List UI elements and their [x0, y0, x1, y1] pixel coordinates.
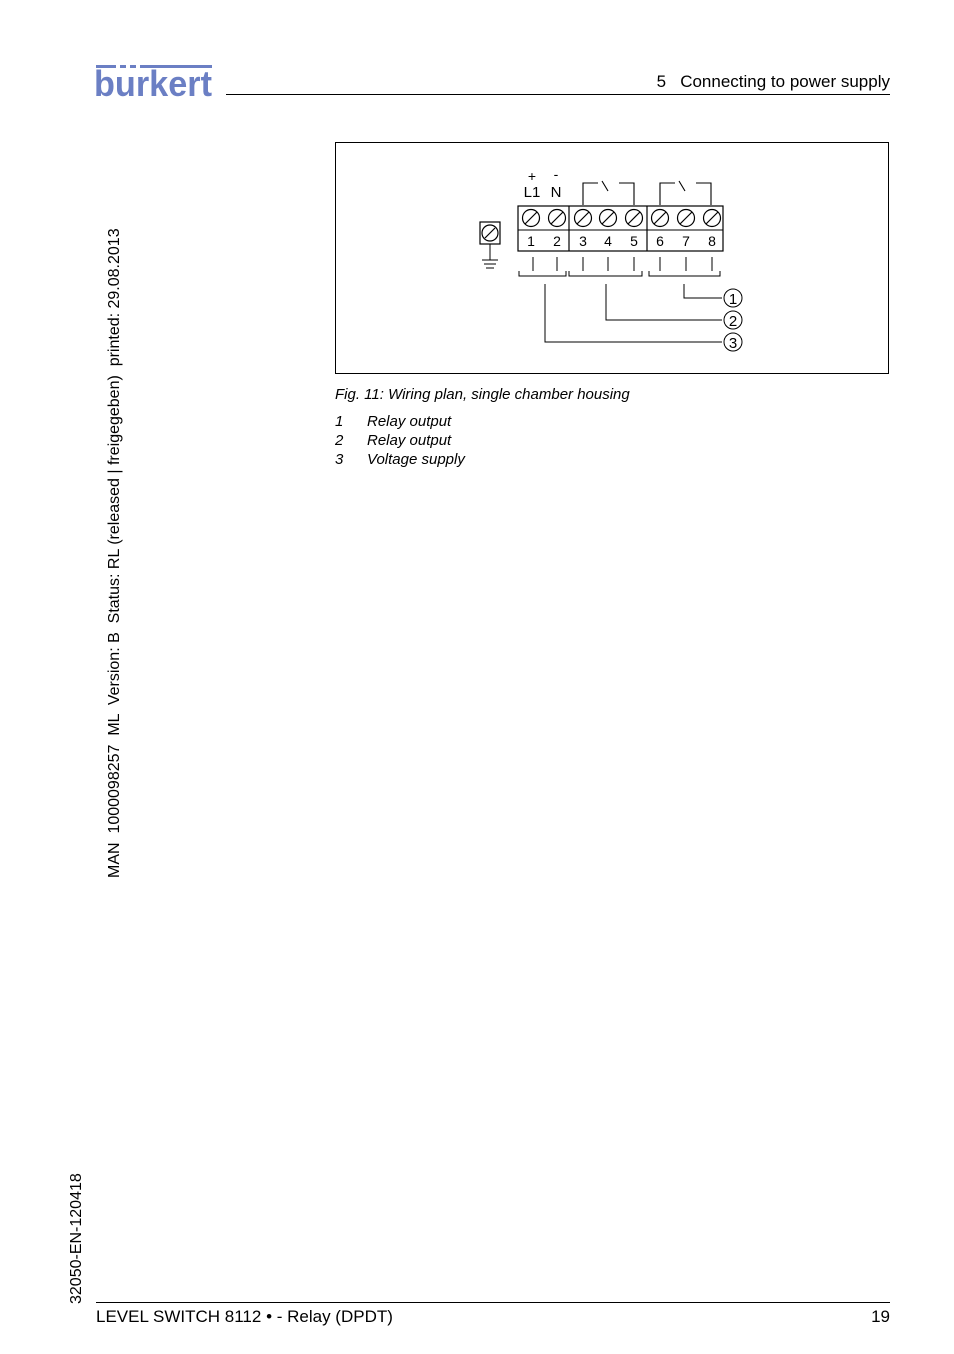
ground-terminal [480, 222, 500, 268]
terminal-number-8: 8 [708, 233, 716, 249]
callout-2 [724, 311, 742, 330]
section-title: 5 Connecting to power supply [656, 72, 890, 91]
svg-text:burkert: burkert [94, 63, 213, 102]
document-metadata: MAN 1000098257 ML Version: B Status: RL (released | freigegeben) printed: 29.08.2013 [106, 228, 123, 878]
legend-label: Relay output [367, 413, 452, 430]
relay-contact-symbol-1 [583, 181, 634, 205]
terminal-label-n: N [550, 184, 562, 201]
header-rule [226, 94, 890, 95]
relay-contact-symbol-2 [660, 181, 711, 205]
terminal-number-1: 1 [527, 233, 535, 249]
legend-item [335, 450, 465, 469]
terminal-number-3: 3 [579, 233, 587, 249]
terminal-screw-3 [575, 210, 592, 227]
polarity-minus: - [553, 166, 559, 182]
svg-text:2: 2 [728, 313, 738, 330]
legend-item [335, 431, 465, 450]
terminal-number-2: 2 [553, 233, 561, 249]
terminal-screw-1 [523, 210, 540, 227]
callout-leaders [545, 284, 722, 342]
polarity-plus: + [527, 168, 537, 184]
svg-text:3: 3 [728, 335, 738, 352]
terminal-label-l1: L1 [523, 184, 541, 201]
footer-rule [96, 1302, 890, 1303]
legend-number: 2 [335, 432, 344, 449]
terminal-number-7: 7 [682, 233, 690, 249]
terminal-screw-4 [600, 210, 617, 227]
legend-item [335, 412, 465, 431]
legend-label: Voltage supply [367, 451, 465, 468]
legend-label: Relay output [367, 432, 452, 449]
terminal-screw-2 [549, 210, 566, 227]
wire-brackets [519, 257, 720, 276]
terminal-screw-7 [678, 210, 695, 227]
callout-1 [724, 289, 742, 308]
figure-caption: Fig. 11: Wiring plan, single chamber housing [335, 386, 630, 403]
wiring-diagram [336, 143, 890, 375]
document-id: 32050-EN-120418 [68, 1173, 85, 1304]
footer-title: LEVEL SWITCH 8112 • - Relay (DPDT) [96, 1307, 393, 1326]
page-number: 19 [871, 1307, 890, 1326]
terminal-screw-6 [652, 210, 669, 227]
terminal-screw-5 [626, 210, 643, 227]
terminal-number-6: 6 [656, 233, 664, 249]
legend-number: 1 [335, 413, 344, 430]
legend-number: 3 [335, 451, 344, 468]
svg-text:1: 1 [728, 291, 738, 308]
terminal-screw-8 [704, 210, 721, 227]
wiring-diagram-figure [335, 142, 889, 374]
terminal-number-5: 5 [630, 233, 638, 249]
figure-legend [335, 412, 465, 469]
callout-3 [724, 333, 742, 352]
burkert-logo [94, 62, 216, 102]
terminal-number-4: 4 [604, 233, 612, 249]
